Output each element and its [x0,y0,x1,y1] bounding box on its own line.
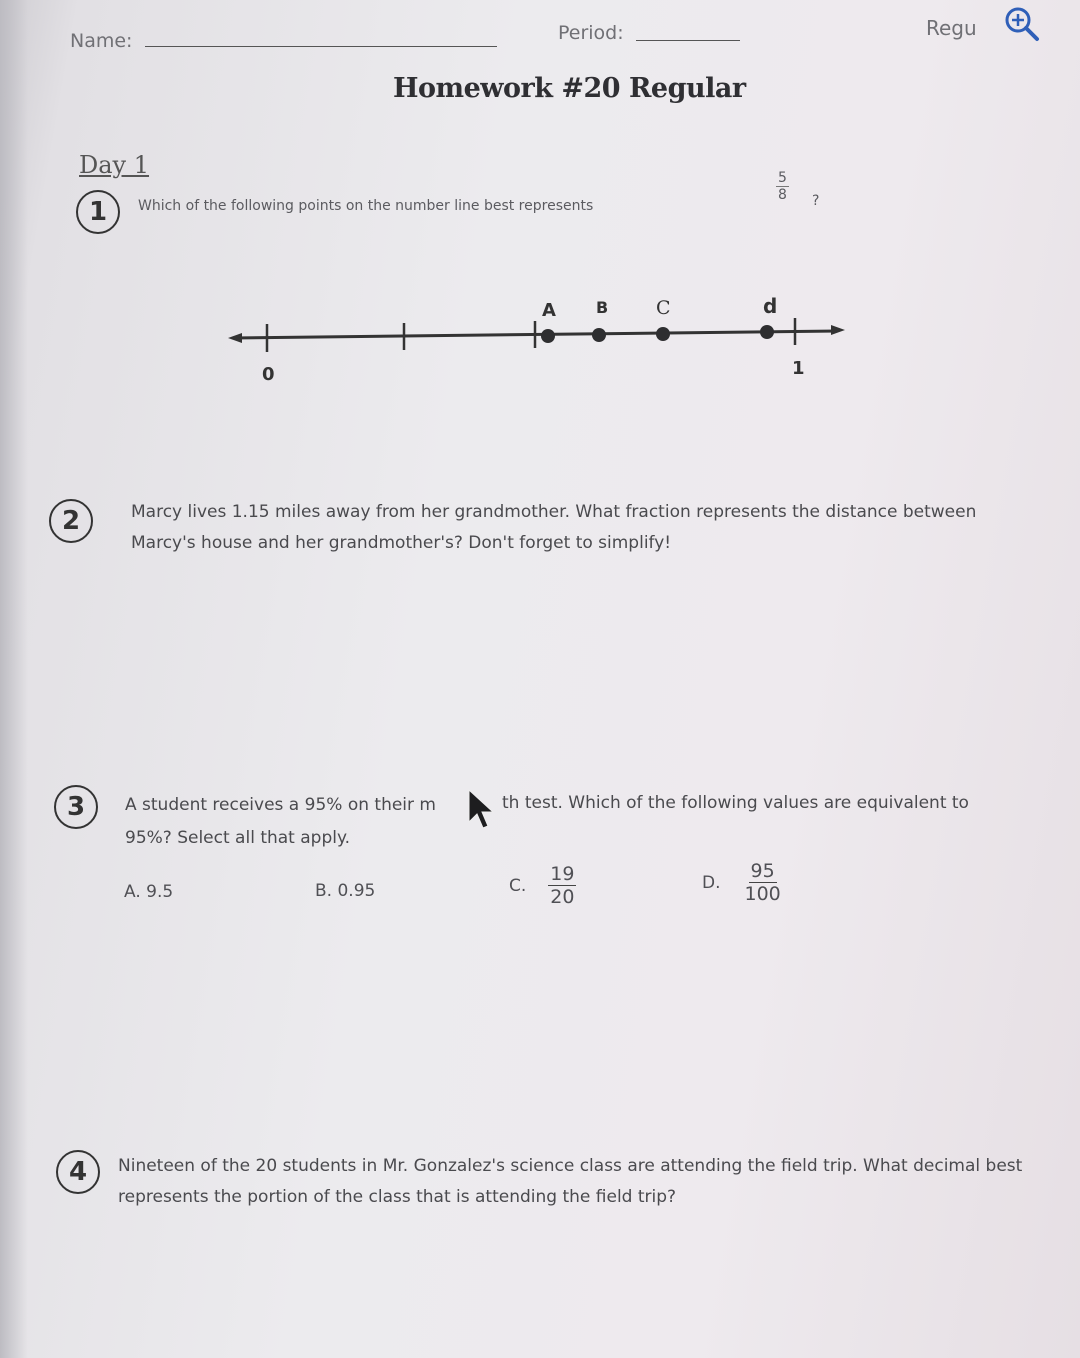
fraction-numerator: 19 [550,863,575,885]
option-letter: C. [509,875,527,896]
point-label: d [763,294,778,318]
option-letter: A. [124,882,141,902]
fraction-numerator: 95 [750,860,775,882]
page-edge-shadow [0,0,28,1358]
period-blank [636,40,740,41]
page-title: Homework #20 Regular [393,73,746,104]
question-text: Nineteen of the 20 students in Mr. Gonzalez's science class are attending the field trip. What decimal best represents the portion of the class that is attending the field trip? [118,1156,1023,1207]
question-text-part2: th test. Which of the following values are equivalent to [502,793,969,813]
point-label: B [596,298,609,317]
point-d [760,325,774,339]
name-label: Name: [70,30,133,52]
point-c [656,327,670,341]
option-letter: B. [315,881,333,901]
option-d[interactable] [702,860,783,905]
question-number: 4 [56,1150,100,1194]
option-b[interactable] [315,881,375,901]
question-number: 2 [49,499,93,543]
question-number: 3 [54,785,98,829]
question-number: 1 [76,190,120,234]
zero-label: 0 [262,364,275,385]
point-b [592,328,606,342]
mouse-pointer-icon [465,788,495,836]
corner-text: Regu [926,16,977,40]
option-a[interactable] [124,882,173,902]
question-suffix: ? [812,193,820,209]
fraction-denominator: 20 [550,886,575,908]
day-heading: Day 1 [79,151,150,179]
number-line [220,288,860,388]
fraction-numerator: 5 [778,170,787,186]
question-text: Which of the following points on the number line best represents [138,198,594,214]
period-label: Period: [558,22,624,44]
option-value: 9.5 [146,882,174,902]
question-text-part1: A student receives a 95% on their m [125,795,436,815]
question-fraction [776,170,789,203]
point-label: C [656,297,671,319]
name-blank [145,46,497,47]
fraction-denominator: 8 [778,187,787,203]
option-value: 0.95 [337,881,376,901]
option-c[interactable] [509,863,576,908]
question-text: Marcy lives 1.15 miles away from her grandmother. What fraction represents the distance between Marcy's house and her grandmother's? Don't forget to simplify! [131,502,977,553]
question-text-line2: 95%? Select all that apply. [125,828,351,848]
zoom-in-icon[interactable] [1002,4,1042,48]
point-label: A [542,300,556,321]
one-label: 1 [792,358,805,379]
right-arrow-icon [831,325,845,335]
point-a [541,329,555,343]
fraction-denominator: 100 [744,883,781,905]
left-arrow-icon [228,333,242,343]
option-letter: D. [702,872,721,893]
